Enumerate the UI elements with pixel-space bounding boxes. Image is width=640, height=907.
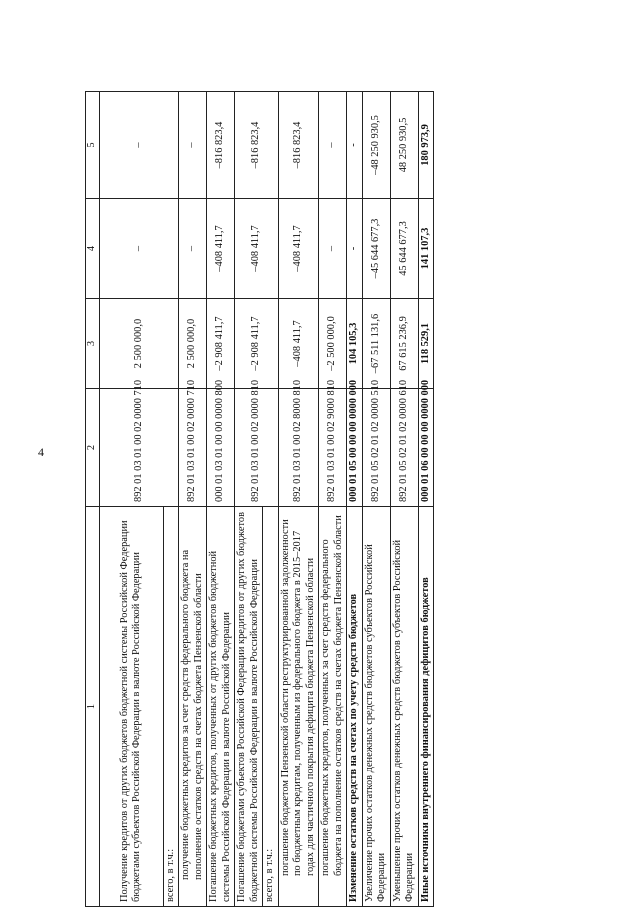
table-row: [390, 92, 418, 907]
rotated-table-container: [85, 92, 519, 907]
row-value-5: 180 973,9: [418, 92, 434, 199]
row-value-5: –: [319, 92, 347, 199]
row-name: Увеличение прочих остатков денежных средств бюджетов субъектов Российской Федерации: [362, 507, 390, 907]
row-value-3: –2 908 411,7: [207, 299, 235, 389]
row-value-4: 141 107,3: [418, 199, 434, 299]
column-header: 2: [86, 389, 100, 507]
row-code: 892 01 03 01 00 02 0000 710: [179, 389, 207, 507]
row-code: 892 01 03 01 00 02 0000 810: [235, 389, 279, 507]
row-value-3: 2 500 000,0: [179, 299, 207, 389]
row-value-5: –816 823,4: [278, 92, 319, 199]
table-row: [179, 92, 207, 907]
row-value-4: –45 644 677,3: [362, 199, 390, 299]
table-row: [418, 92, 434, 907]
row-name: Изменение остатков средств на счетах по учету средств бюджетов: [347, 507, 363, 907]
table-row: [99, 92, 163, 907]
row-code: 892 01 05 02 01 02 0000 510: [362, 389, 390, 507]
row-name: всего, в т.ч.:: [263, 507, 279, 907]
row-value-5: –: [99, 92, 179, 199]
table-header-row: [86, 92, 100, 907]
table-row: [319, 92, 347, 907]
row-value-4: -: [347, 199, 363, 299]
column-header: 1: [86, 507, 100, 907]
row-name: всего, в т.ч.:: [163, 507, 179, 907]
row-value-5: –816 823,4: [207, 92, 235, 199]
row-value-5: –: [179, 92, 207, 199]
row-value-3: –2 500 000,0: [319, 299, 347, 389]
row-name: получение бюджетных кредитов за счет средств федерального бюджета на пополнение остатков средств на счетах бюджета Пензенской области: [179, 507, 207, 907]
table-row: [347, 92, 363, 907]
row-code: 892 01 03 01 00 02 8000 810: [278, 389, 319, 507]
row-name: погашение бюджетных кредитов, полученных за счет средств федерального бюджета на пополнение остатков средств на счетах бюджета Пензенской области: [319, 507, 347, 907]
row-value-3: 67 615 236,9: [390, 299, 418, 389]
row-code: 892 01 03 01 00 02 9000 810: [319, 389, 347, 507]
table-row: [235, 92, 263, 907]
row-code: 892 01 03 01 00 02 0000 710: [99, 389, 179, 507]
row-value-4: –408 411,7: [235, 199, 279, 299]
row-code: 000 01 06 00 00 00 0000 000: [418, 389, 434, 507]
page-number: 4: [38, 445, 44, 459]
row-value-3: –408 411,7: [278, 299, 319, 389]
row-code: 000 01 05 00 00 00 0000 000: [347, 389, 363, 507]
row-code: 892 01 05 02 01 02 0000 610: [390, 389, 418, 507]
column-header: 3: [86, 299, 100, 389]
row-name: Получение кредитов от других бюджетов бюджетной системы Российской Федерации бюджетами субъектов Российской Федерации в валюте Российской Федерации: [99, 507, 163, 907]
row-value-3: 118 529,1: [418, 299, 434, 389]
row-value-4: –: [179, 199, 207, 299]
row-value-3: 104 105,3: [347, 299, 363, 389]
row-value-4: –408 411,7: [207, 199, 235, 299]
row-value-4: –: [319, 199, 347, 299]
table-row: [362, 92, 390, 907]
row-name: погашение бюджетом Пензенской области реструктурированной задолженности по бюджетным кредитам, полученным из федерального бюджета в 2015–2017 годах для частичного покрытия дефицита бюджета Пензенской области: [278, 507, 319, 907]
row-name: Погашение бюджетами субъектов Российской Федерации кредитов от других бюджетов бюджетной системы Российской Федерации в валюте Российской Федерации: [235, 507, 263, 907]
row-value-4: –408 411,7: [278, 199, 319, 299]
financing-sources-table: [85, 91, 434, 907]
table-row: [207, 92, 235, 907]
row-value-5: –48 250 930,5: [362, 92, 390, 199]
column-header: 5: [86, 92, 100, 199]
row-value-4: –: [99, 199, 179, 299]
column-header: 4: [86, 199, 100, 299]
row-value-4: 45 644 677,3: [390, 199, 418, 299]
row-value-5: 48 250 930,5: [390, 92, 418, 199]
row-value-3: –2 908 411,7: [235, 299, 279, 389]
row-name: Погашение бюджетных кредитов, полученных от других бюджетов бюджетной системы Российской Федерации в валюте Российской Федерации: [207, 507, 235, 907]
table-row: [278, 92, 319, 907]
row-name: Иные источники внутреннего финансирования дефицитов бюджетов: [418, 507, 434, 907]
row-code: 000 01 03 01 00 00 0000 800: [207, 389, 235, 507]
row-value-3: –67 511 131,6: [362, 299, 390, 389]
row-name: Уменьшение прочих остатков денежных средств бюджетов субъектов Российской Федерации: [390, 507, 418, 907]
row-value-5: -: [347, 92, 363, 199]
row-value-5: –816 823,4: [235, 92, 279, 199]
row-value-3: 2 500 000,0: [99, 299, 179, 389]
